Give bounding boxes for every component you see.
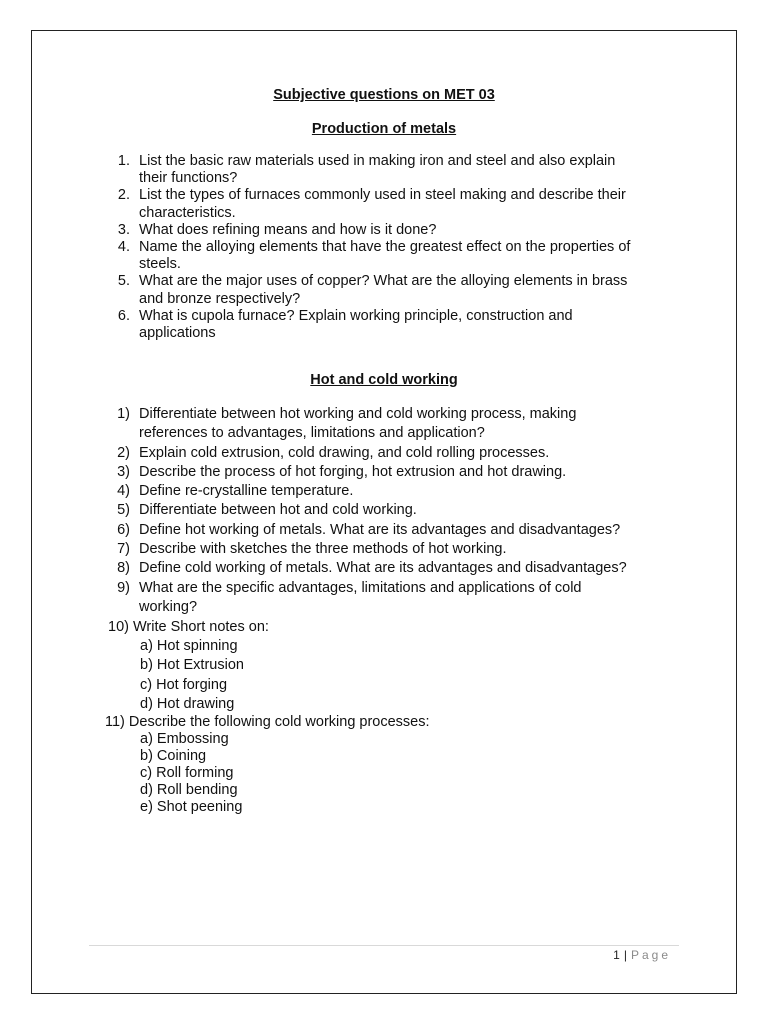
list-item-text: Explain cold extrusion, cold drawing, and cold rolling processes. <box>139 444 550 461</box>
page-footer <box>613 948 671 962</box>
production-of-metals-list <box>113 153 693 342</box>
list-item <box>113 405 693 444</box>
list-item <box>113 521 693 540</box>
list-item-text: Define hot working of metals. What are its advantages and disadvantages? <box>139 521 621 538</box>
list-item-text: steels. <box>139 256 181 273</box>
list-item-11 <box>105 714 430 731</box>
list-item <box>113 579 693 618</box>
footer-separator: | <box>623 948 627 962</box>
list-item-text: and bronze respectively? <box>139 290 301 307</box>
list-item-text: characteristics. <box>139 204 236 221</box>
short-notes-sublist <box>140 637 244 714</box>
list-item <box>113 444 693 463</box>
sub-list-item: d) Hot drawing <box>140 695 235 712</box>
list-item-text: applications <box>139 325 216 342</box>
list-item <box>113 463 693 482</box>
list-item <box>113 501 693 520</box>
list-item-text: Differentiate between hot and cold working. <box>139 502 417 519</box>
list-item-text: List the types of furnaces commonly used in steel making and describe their <box>139 187 626 204</box>
list-item-number: 4. <box>117 239 130 256</box>
sub-list-item: e) Shot peening <box>140 799 243 815</box>
sub-list-item: d) Roll bending <box>140 782 238 798</box>
sub-list-item: c) Roll forming <box>140 765 234 781</box>
page-number: 1 <box>613 948 620 962</box>
list-item-text: What are the specific advantages, limitations and applications of cold <box>139 579 582 596</box>
list-item-text: Define cold working of metals. What are its advantages and disadvantages? <box>139 560 627 577</box>
list-item-text: Describe with sketches the three methods of hot working. <box>139 541 507 558</box>
hot-and-cold-working-list <box>113 405 693 617</box>
list-item <box>113 559 693 578</box>
list-item-number: 3. <box>117 221 130 238</box>
list-item <box>113 239 693 273</box>
list-item-text: Describe the process of hot forging, hot extrusion and hot drawing. <box>139 463 567 480</box>
cold-working-processes-sublist <box>140 731 242 816</box>
list-item-number: 7) <box>117 541 130 558</box>
list-item <box>113 482 693 501</box>
sub-list-item: a) Embossing <box>140 731 229 747</box>
list-item-number: 5) <box>117 502 130 519</box>
list-item <box>113 222 693 239</box>
list-item-text: Define re-crystalline temperature. <box>139 483 354 500</box>
list-item-text: Name the alloying elements that have the greatest effect on the properties of <box>139 239 631 256</box>
footer-divider <box>89 945 679 946</box>
list-item-number: 3) <box>117 463 130 480</box>
sub-list-item: a) Hot spinning <box>140 638 238 654</box>
list-item-number: 4) <box>117 483 130 500</box>
list-item-number: 2) <box>117 444 130 461</box>
list-item-10-label: 10) Write Short notes on: <box>108 619 269 635</box>
document-title: Subjective questions on MET 03 <box>273 87 495 103</box>
list-item-number: 6) <box>117 521 130 538</box>
list-item-number: 8) <box>117 560 130 577</box>
list-item-text: What is cupola furnace? Explain working principle, construction and <box>139 307 573 324</box>
sub-list-item: c) Hot forging <box>140 676 228 693</box>
list-item-text: List the basic raw materials used in making iron and steel and also explain <box>139 153 616 169</box>
section-heading-production-of-metals: Production of metals <box>311 121 457 137</box>
list-item <box>113 273 693 307</box>
section-heading-hot-and-cold-working: Hot and cold working <box>310 372 458 388</box>
list-item <box>113 308 693 342</box>
list-item <box>113 153 693 187</box>
list-item <box>113 187 693 221</box>
list-item-number: 2. <box>117 187 130 204</box>
list-item-number: 1. <box>117 153 130 169</box>
list-item-number: 9) <box>117 579 130 596</box>
list-item-number: 6. <box>117 307 130 324</box>
list-item-11-label: 11) Describe the following cold working processes: <box>105 714 430 730</box>
list-item-number: 5. <box>117 273 130 290</box>
list-item-text: references to advantages, limitations and application? <box>139 425 485 442</box>
list-item-10 <box>108 618 269 637</box>
list-item-text: What does refining means and how is it done? <box>139 221 437 238</box>
list-item-text: What are the major uses of copper? What are the alloying elements in brass <box>139 273 628 290</box>
sub-list-item: b) Hot Extrusion <box>140 657 244 674</box>
page-label: Page <box>630 948 671 962</box>
list-item-number: 1) <box>117 406 130 422</box>
list-item-text: their functions? <box>139 170 238 187</box>
list-item-text: Differentiate between hot working and cold working process, making <box>139 406 577 422</box>
sub-list-item: b) Coining <box>140 748 207 764</box>
list-item-text: working? <box>139 598 198 615</box>
list-item <box>113 540 693 559</box>
